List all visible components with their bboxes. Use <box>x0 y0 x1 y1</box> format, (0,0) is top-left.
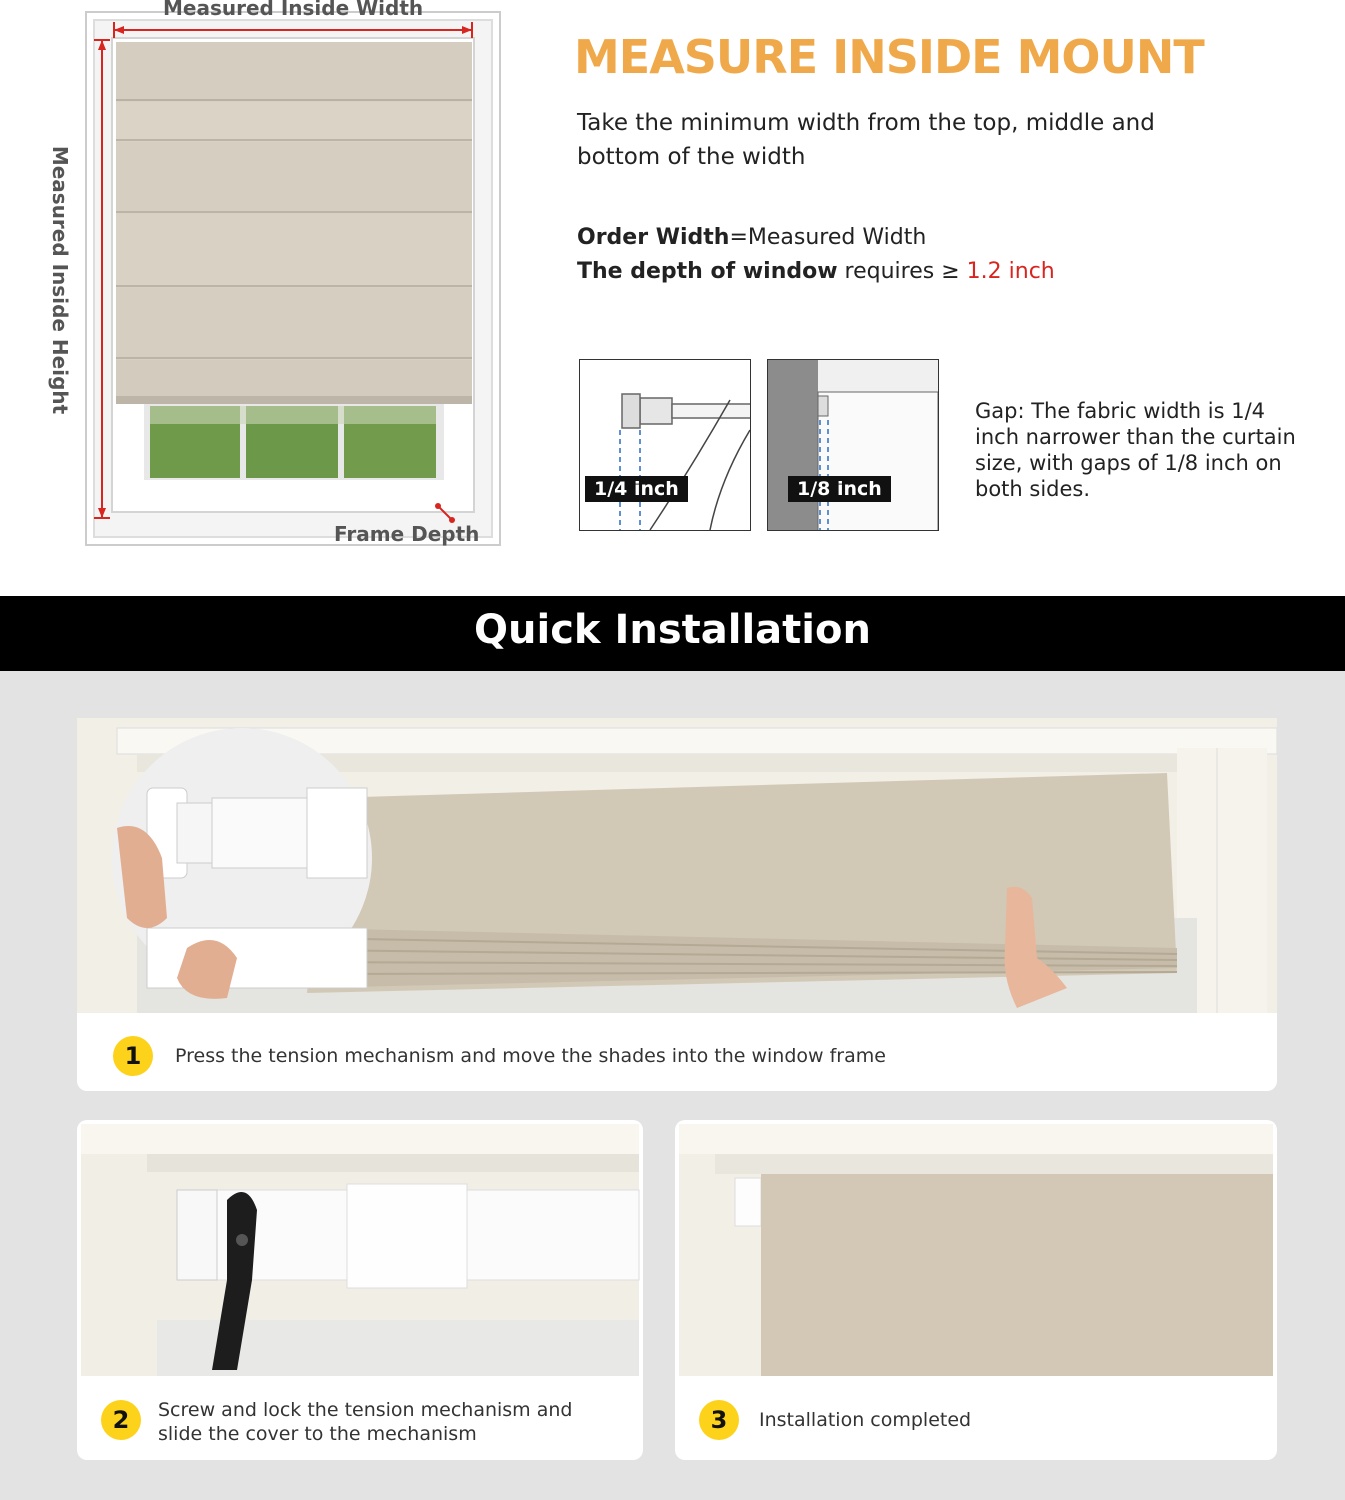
order-width-formula <box>577 225 926 250</box>
step-1-photo <box>77 718 1277 1018</box>
depth-value: 1.2 inch <box>966 259 1055 284</box>
window-measure-illustration <box>84 10 502 547</box>
step-1-text: Press the tension mechanism and move the shades into the window frame <box>175 1045 886 1067</box>
step-3-text: Installation completed <box>759 1409 972 1431</box>
step-3-number: 3 <box>699 1400 739 1440</box>
measure-title: MEASURE INSIDE MOUNT <box>574 30 1204 84</box>
step-1-card <box>77 718 1277 1091</box>
diagram1-label: 1/4 inch <box>585 476 688 502</box>
step-2-card <box>77 1120 643 1460</box>
diagram2-label: 1/8 inch <box>788 476 891 502</box>
step-2-number: 2 <box>101 1400 141 1440</box>
install-title: Quick Installation <box>474 607 871 653</box>
gap-explanation: Gap: The fabric width is 1/4 inch narrower than the curtain size, with gaps of 1/8 inch on both sides. <box>975 399 1296 501</box>
depth-requirement <box>577 259 1055 284</box>
order-width-equation: =Measured Width <box>729 225 927 250</box>
frame-depth-label: Frame Depth <box>334 522 480 546</box>
measure-description: Take the minimum width from the top, middle and bottom of the width <box>577 110 1155 170</box>
step-3-photo <box>675 1120 1277 1378</box>
frame-gap-icon <box>768 360 938 530</box>
order-width-term: Order Width <box>577 225 730 250</box>
gap-diagram-quarter-inch <box>579 359 751 531</box>
measured-width-label: Measured Inside Width <box>163 0 424 20</box>
gap-diagram-eighth-inch <box>767 359 939 531</box>
step-1-number: 1 <box>113 1036 153 1076</box>
tension-rod-icon <box>580 360 750 530</box>
depth-requires: requires ≥ <box>837 259 967 284</box>
step-3-card <box>675 1120 1277 1460</box>
step-2-text: Screw and lock the tension mechanism and slide the cover to the mechanism <box>158 1399 573 1445</box>
depth-term: The depth of window <box>577 259 838 284</box>
step-2-photo <box>77 1120 643 1378</box>
measured-height-label: Measured Inside Height <box>48 145 72 415</box>
